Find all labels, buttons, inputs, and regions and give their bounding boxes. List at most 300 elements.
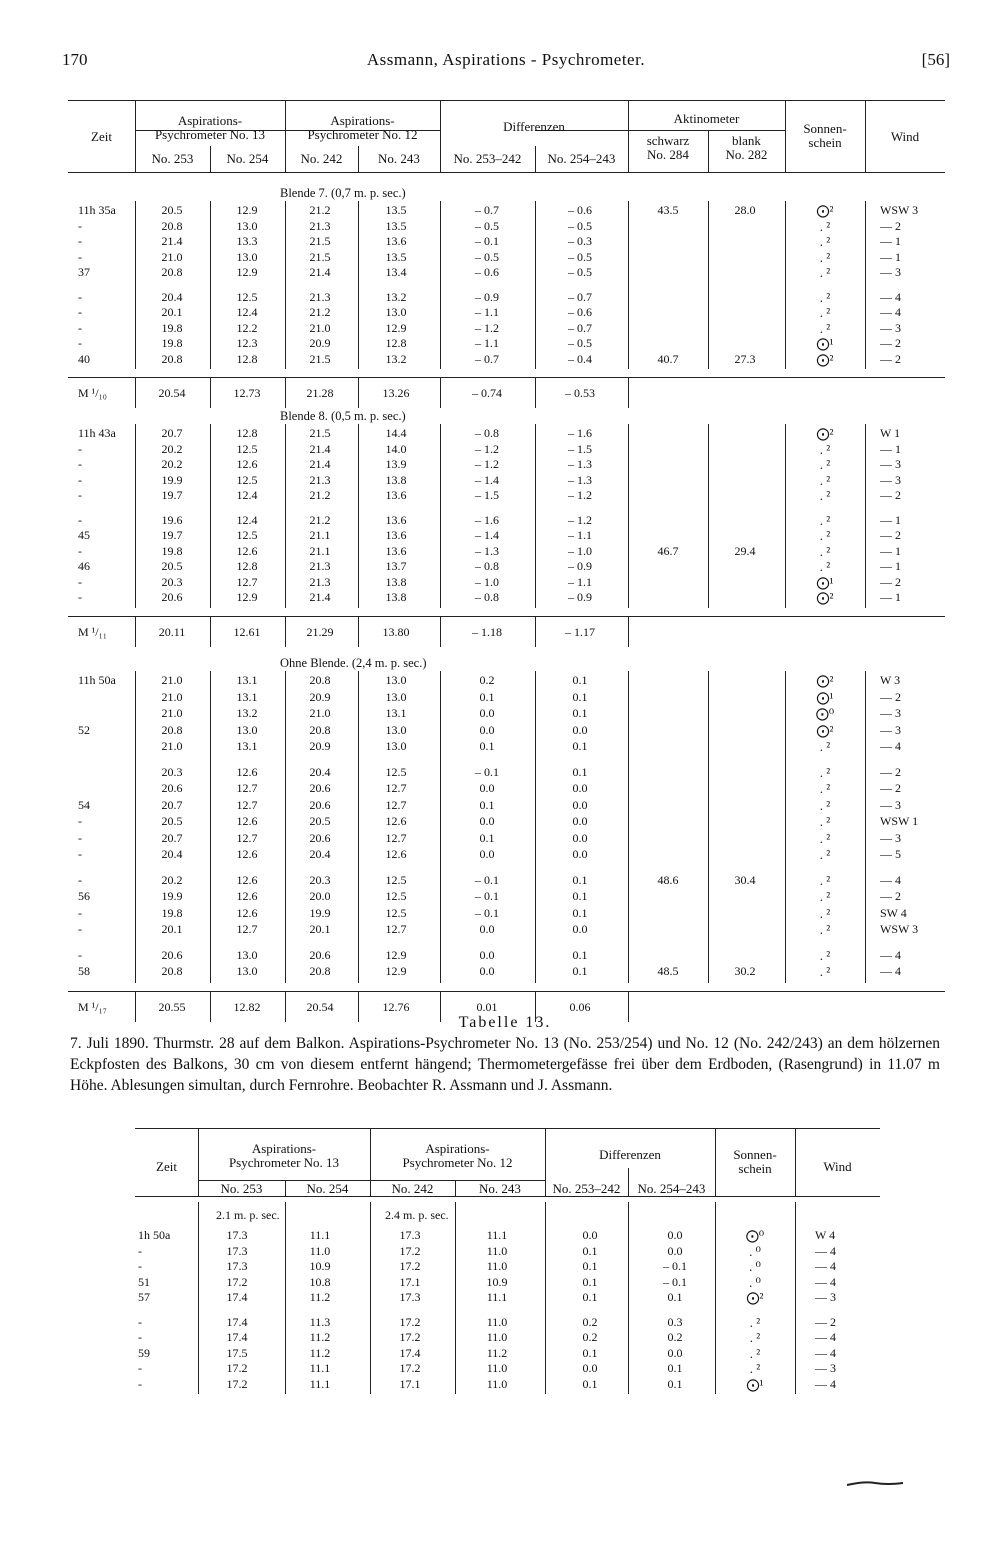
row-cell: 13.0 [385,673,407,687]
row-cell: 20.8 [161,351,183,366]
row-cell: – 1.3 [568,472,592,487]
row-cell: 13.8 [385,574,407,589]
column-rule [865,671,866,983]
row-cell: ⨀¹ [816,574,834,590]
row-zeit: 1h 50a [138,1228,171,1242]
mean-cell: 13.80 [382,624,410,639]
row-cell: . ² [819,922,831,937]
row-cell: . ² [819,320,831,336]
row-cell: 11.1 [309,1228,331,1242]
row-cell: 13.1 [385,706,407,720]
row-cell: 13.1 [236,689,258,704]
column-rule [210,424,211,608]
row-zeit: 45 [78,528,90,542]
row-cell: 17.2 [399,1361,421,1375]
row-cell: — 3 [880,706,901,720]
row-cell: 12.7 [236,797,258,812]
section-note: Blende 8. (0,5 m. p. sec.) [280,409,406,423]
row-cell: 12.7 [236,574,258,589]
row-cell: . ² [819,797,831,813]
col-header-wind-line: Wind [823,1159,852,1174]
row-cell: . ² [819,889,831,904]
row-cell: 20.8 [161,722,183,737]
row-cell: 20.5 [161,814,183,828]
mean-cell: 21.29 [306,624,334,639]
row-cell: 28.0 [734,203,756,217]
col-header-sonnenschein-line: Sonnen- [803,121,847,136]
row-cell: 0.1 [572,706,588,720]
col-subheader-line: blank [732,133,761,148]
row-cell: 20.6 [161,590,183,604]
col-subheader [535,152,628,166]
row-cell: 0.2 [582,1314,598,1329]
col-subheader [285,152,358,166]
mean-cell: 20.54 [306,999,334,1014]
row-cell: . ² [819,905,831,921]
row-cell: — 2 [880,889,901,903]
row-cell: 12.5 [236,441,258,456]
col-header-differenzen-line: Differenzen [503,119,565,134]
row-cell: 20.3 [161,764,183,779]
row-zeit: - [78,847,82,861]
row-cell: 20.8 [309,673,331,687]
row-cell: 13.5 [385,249,407,264]
row-cell: 13.9 [385,457,407,471]
row-cell: . ² [819,472,831,488]
row-cell: – 0.7 [568,320,592,335]
row-cell: 21.1 [309,528,331,542]
mean-cell: – 0.74 [472,386,502,400]
row-cell: 13.6 [385,543,407,558]
row-cell: 17.2 [226,1274,248,1289]
row-cell: – 0.1 [475,905,499,920]
row-cell: 21.0 [161,706,183,720]
row-cell: 0.0 [479,922,495,936]
row-cell: . ² [819,781,831,796]
mean-cell: 0.01 [476,999,498,1014]
row-cell: – 0.5 [568,249,592,264]
col-header-sonnenschein [715,1148,795,1176]
row-cell: . ² [749,1345,761,1361]
column-rule [628,377,629,408]
row-zeit: - [78,922,82,936]
column-rule [785,671,786,983]
column-rule [535,424,536,608]
row-cell: . ² [819,265,831,280]
row-cell: SW 4 [880,905,907,920]
row-cell: 29.4 [734,543,756,558]
row-cell: — 2 [880,781,901,795]
row-cell: 20.6 [309,781,331,795]
row-cell: 13.0 [385,722,407,737]
column-rule [440,424,441,608]
row-cell: — 1 [880,559,901,573]
row-cell: 12.7 [385,797,407,812]
row-cell: 21.3 [309,574,331,589]
row-cell: — 2 [880,574,901,589]
column-rule [628,424,629,608]
row-cell: 20.7 [161,830,183,845]
column-rule [135,377,136,408]
row-cell: — 4 [815,1259,836,1273]
row-cell: . ² [819,528,831,543]
row-cell: 21.4 [309,441,331,456]
row-cell: 0.3 [667,1314,683,1329]
row-cell: – 0.9 [568,590,592,604]
row-cell: 20.2 [161,441,183,456]
col-header-sonnenschein-line: Sonnen- [733,1147,777,1162]
col-subheader-line: No. 243 [479,1181,521,1196]
row-cell: — 3 [815,1361,836,1375]
row-cell: – 1.4 [475,528,499,542]
row-cell: . ² [819,872,831,888]
row-cell: 12.9 [236,203,258,217]
row-zeit: - [138,1259,142,1273]
row-cell: ⨀² [816,590,834,605]
row-cell: 11.2 [309,1330,331,1344]
row-cell: 13.6 [385,512,407,527]
row-cell: ⨀² [816,203,834,218]
row-cell: 20.1 [161,922,183,936]
row-cell: 20.2 [161,872,183,887]
row-cell: . ² [819,249,831,265]
row-cell: ⨀² [816,426,834,441]
row-cell: 0.1 [572,739,588,753]
row-cell: 21.0 [161,739,183,753]
row-cell: — 3 [880,797,901,812]
row-cell: 12.6 [236,457,258,471]
row-cell: 11.2 [309,1345,331,1360]
row-cell: 12.8 [236,426,258,440]
row-cell: WSW 3 [880,922,919,936]
row-zeit: - [78,488,82,502]
col-header-wind [865,130,945,144]
col-header-psy13-line: Psychrometer No. 13 [154,127,266,142]
column-rule [210,377,211,408]
row-cell: – 1.1 [568,528,592,542]
section-rule [68,991,945,992]
row-cell: 12.5 [236,289,258,304]
row-cell: — 2 [880,528,901,542]
row-cell: 20.7 [161,426,183,440]
row-cell: — 1 [880,441,901,456]
row-zeit: 11h 43a [78,426,116,440]
col-header-psy12-line: Psychrometer No. 12 [307,127,418,142]
row-cell: 11.2 [309,1290,331,1304]
row-cell: 12.7 [385,830,407,845]
column-rule [865,201,866,369]
row-zeit: 11h 35a [78,203,116,217]
row-cell: 12.9 [236,590,258,604]
row-cell: 0.0 [572,781,588,795]
column-rule [535,377,536,408]
row-zeit: 56 [78,889,90,903]
speed-note-13: 2.1 m. p. sec. [216,1208,280,1222]
row-cell: 13.2 [385,289,407,304]
row-cell: 17.4 [226,1290,248,1304]
column-rule [440,616,441,647]
row-cell: . ² [819,218,831,234]
row-zeit: - [78,249,82,264]
row-cell: 13.5 [385,218,407,233]
row-cell: 0.0 [572,922,588,936]
mean-cell: 12.73 [233,386,261,400]
row-cell: 12.8 [236,559,258,573]
column-rule [440,671,441,983]
row-cell: – 1.2 [568,512,592,527]
col-subheader-line: No. 243 [378,151,420,166]
col-header-sonnenschein-line: schein [738,1161,772,1176]
row-cell: 13.8 [385,472,407,487]
mean-label: M ¹/₁₀ [78,386,107,400]
row-cell: 0.0 [572,797,588,812]
col-subheader-line: No. 253 [220,1181,263,1196]
row-cell: 21.4 [309,457,331,471]
row-cell: 17.2 [226,1361,248,1375]
row-cell: . ⁰ [749,1259,761,1274]
row-cell: 21.0 [161,689,183,704]
row-cell: – 0.7 [568,289,592,304]
row-cell: 11.1 [486,1290,508,1304]
mean-cell: 13.26 [382,386,410,400]
row-cell: — 4 [880,947,901,962]
column-rule [135,201,136,369]
row-cell: . ² [749,1330,761,1345]
row-cell: — 1 [880,234,901,248]
row-cell: — 2 [815,1314,836,1329]
row-cell: — 1 [880,590,901,604]
row-cell: 0.1 [582,1274,598,1289]
row-cell: 19.7 [161,488,183,502]
mean-cell: 21.28 [306,386,334,400]
row-cell: 19.6 [161,512,183,527]
row-cell: – 1.4 [475,472,499,487]
row-cell: W 1 [880,426,901,440]
row-zeit: - [78,289,82,304]
row-cell: 11.2 [486,1345,508,1360]
column-rule [535,671,536,983]
col-header-psy13 [135,114,285,142]
col-subheader-line: No. 254 [226,151,269,166]
column-rule [628,616,629,647]
column-rule [285,377,286,408]
row-cell: – 1.2 [475,320,499,335]
row-cell: 0.0 [572,830,588,845]
column-rule [795,1202,796,1394]
row-cell: 12.6 [236,764,258,779]
section-note: Blende 7. (0,7 m. p. sec.) [280,186,406,200]
column-rule [440,377,441,408]
row-cell: 13.6 [385,234,407,248]
row-zeit: - [78,830,82,845]
row-cell: 21.0 [309,706,331,720]
col-header-zeit-line: Zeit [156,1159,177,1174]
col-header-wind-line: Wind [890,129,920,144]
row-cell: 20.4 [161,847,183,861]
row-cell: – 0.3 [568,234,592,248]
row-cell: 13.7 [385,559,407,573]
row-cell: — 3 [880,457,901,471]
col-subheader-line: No. 254–243 [547,151,616,166]
row-cell: 0.0 [479,722,495,737]
row-cell: 0.1 [572,764,588,779]
row-zeit: - [78,457,82,471]
row-cell: WSW 3 [880,203,919,217]
column-rule [358,616,359,647]
row-zeit: - [78,590,82,604]
mean-label: M ¹/₁₇ [78,999,107,1014]
row-cell: ⨀¹ [816,336,834,351]
row-cell: 19.8 [161,336,183,350]
column-rule [865,424,866,608]
row-zeit: - [78,543,82,558]
column-rule [210,201,211,369]
running-title: Assmann, Aspirations - Psychrometer. [366,50,646,69]
mean-cell: – 0.53 [565,386,595,400]
row-cell: – 0.9 [568,559,592,573]
row-cell: 17.5 [226,1345,248,1360]
row-cell: 0.1 [572,947,588,962]
row-zeit: - [78,305,82,319]
row-cell: . ² [819,457,831,472]
row-cell: — 3 [880,722,901,737]
column-rule [135,671,136,983]
column-rule [285,424,286,608]
row-cell: 10.9 [486,1274,508,1289]
speed-note-12: 2.4 m. p. sec. [385,1208,449,1222]
row-cell: 12.9 [236,265,258,279]
row-cell: 0.0 [479,847,495,861]
row-cell: — 4 [815,1376,836,1391]
row-cell: 20.1 [161,305,183,319]
row-zeit: - [78,234,82,248]
column-rule [285,1202,286,1394]
col-subheader [455,1182,545,1196]
row-cell: . ² [819,234,831,249]
row-zeit: 11h 50a [78,673,116,687]
row-cell: ⨀¹ [816,689,834,705]
row-cell: — 2 [880,488,901,502]
row-cell: – 1.1 [475,305,499,319]
row-zeit: - [138,1376,142,1391]
col-subheader [370,1182,455,1196]
col-header-wind [795,1160,880,1174]
row-cell: 12.4 [236,488,258,502]
row-cell: 0.0 [479,814,495,828]
row-cell: — 3 [880,830,901,845]
row-cell: 43.5 [657,203,679,217]
row-cell: 13.6 [385,488,407,502]
row-cell: – 0.1 [663,1274,687,1289]
row-cell: 0.1 [479,830,495,845]
row-cell: – 0.9 [475,289,499,304]
row-cell: 20.4 [309,764,331,779]
col-subheader-line: No. 253–242 [552,1181,621,1196]
row-cell: 13.4 [385,265,407,279]
row-cell: 12.6 [236,905,258,920]
row-cell: 12.9 [385,320,407,335]
row-cell: W 4 [815,1228,836,1242]
row-cell: 11.0 [486,1259,508,1273]
row-cell: – 1.1 [475,336,499,350]
row-cell: 12.7 [385,922,407,936]
row-cell: 11.1 [309,1376,331,1391]
row-cell: 13.6 [385,528,407,542]
row-cell: 13.0 [236,964,258,978]
row-cell: 20.8 [309,722,331,737]
row-cell: 12.6 [385,814,407,828]
row-cell: — 2 [880,351,901,366]
row-cell: – 0.1 [475,872,499,887]
row-cell: 21.5 [309,351,331,366]
row-cell: — 2 [880,218,901,233]
row-cell: — 4 [880,305,901,319]
col-subheader-line: No. 254 [306,1181,349,1196]
column-rule [455,1202,456,1394]
row-cell: . ² [819,964,831,979]
column-rule [358,671,359,983]
row-cell: 19.9 [161,472,183,487]
row-cell: 13.5 [385,203,407,217]
row-cell: 20.6 [309,797,331,812]
row-cell: 21.2 [309,305,331,319]
row-cell: 21.4 [161,234,183,248]
row-cell: 20.4 [161,289,183,304]
column-rule [358,424,359,608]
row-cell: 0.1 [572,689,588,704]
row-cell: 0.1 [667,1376,683,1391]
col-subheader-line: schwarz [646,133,690,148]
col-subheader-line: No. 282 [725,147,768,162]
row-zeit: 54 [78,797,90,812]
row-cell: 19.9 [161,889,183,903]
row-cell: 19.9 [309,905,331,920]
row-zeit: - [138,1314,142,1329]
column-rule [628,201,629,369]
caption [70,1012,940,1096]
row-cell: — 4 [815,1243,836,1258]
row-cell: – 1.6 [475,512,499,527]
row-cell: 17.1 [399,1376,421,1391]
row-zeit: 40 [78,351,90,366]
row-cell: 11.0 [486,1361,508,1375]
column-rule [535,616,536,647]
row-cell: 20.9 [309,689,331,704]
row-cell: 19.8 [161,320,183,335]
row-cell: 17.3 [399,1228,421,1242]
row-cell: 17.4 [226,1314,248,1329]
row-cell: 17.2 [226,1376,248,1391]
row-cell: – 0.6 [475,265,499,279]
row-zeit: 37 [78,265,90,279]
row-cell: 46.7 [657,543,679,558]
col-header-differenzen-line: Differenzen [599,1147,661,1162]
row-cell: 17.3 [226,1228,248,1242]
row-cell: 0.0 [582,1228,598,1242]
row-cell: 20.4 [309,847,331,861]
column-rule [285,616,286,647]
row-cell: – 0.5 [568,218,592,233]
row-cell: . ² [819,947,831,963]
row-cell: 21.3 [309,218,331,233]
col-header-zeit [135,1160,198,1174]
column-rule [535,201,536,369]
mean-cell: 12.76 [382,999,410,1014]
column-rule [285,671,286,983]
row-cell: – 0.6 [568,203,592,217]
row-cell: 17.3 [226,1243,248,1258]
row-cell: — 2 [880,764,901,779]
